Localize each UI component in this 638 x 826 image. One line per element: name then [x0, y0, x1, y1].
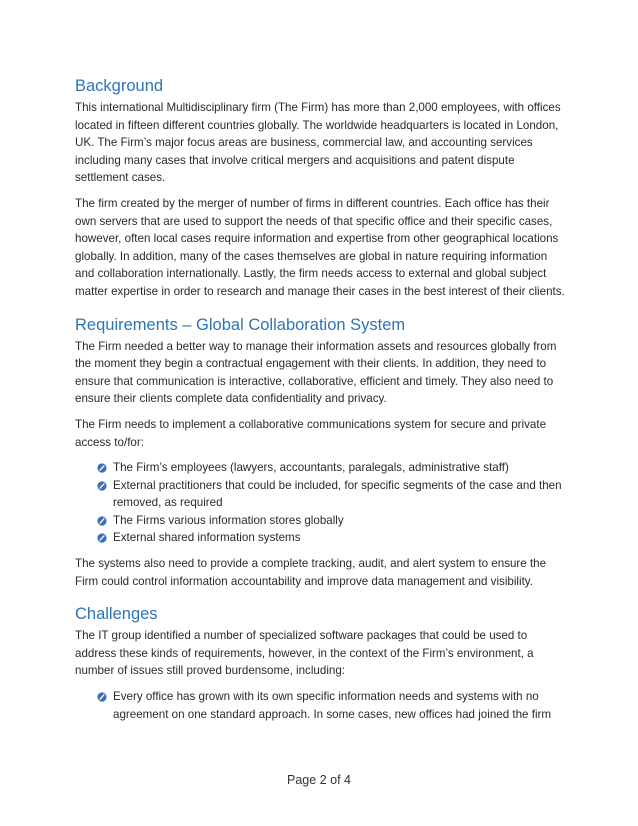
- list-item-text: Every office has grown with its own specific information needs and systems with no agreement on one standard approach. In some cases, new offices had joined the firm: [113, 690, 552, 721]
- document-page: [75, 76, 565, 731]
- list-item: [97, 459, 565, 477]
- bullet-icon: [97, 463, 107, 473]
- page-footer: [0, 773, 638, 787]
- list-item: [97, 688, 565, 723]
- list-item: [97, 477, 565, 512]
- requirements-list: [75, 459, 565, 547]
- list-item: [97, 529, 565, 547]
- footer-prefix: Page: [287, 773, 320, 787]
- list-item-text: The Firms various information stores globally: [113, 513, 344, 527]
- bullet-icon: [97, 516, 107, 526]
- footer-middle: of: [326, 773, 345, 787]
- requirements-paragraph-2: The Firm needs to implement a collaborative communications system for secure and private access to/for:: [75, 417, 547, 449]
- list-item-text: External shared information systems: [113, 531, 301, 545]
- heading-background: Background: [75, 77, 164, 95]
- footer-total-pages: 4: [344, 773, 351, 787]
- list-item: [97, 512, 565, 530]
- challenges-paragraph-1: The IT group identified a number of specialized software packages that could be used to address these kinds of requirements, however, in the context of the Firm’s environment, a number of issues still proved burdensome, including:: [75, 629, 534, 678]
- heading-challenges: Challenges: [75, 605, 158, 624]
- list-item-text: The Firm’s employees (lawyers, accountants, paralegals, administrative staff): [113, 461, 509, 475]
- bullet-icon: [97, 692, 107, 702]
- bullet-icon: [97, 533, 107, 543]
- bullet-icon: [97, 481, 107, 491]
- footer-current-page: 2: [319, 773, 327, 787]
- list-item-text: External practitioners that could be included, for specific segments of the case and then removed, as required: [113, 478, 562, 510]
- heading-requirements: Requirements – Global Collaboration System: [75, 315, 406, 334]
- background-paragraph-1: This international Multidisciplinary firm (The Firm) has more than 2,000 employees, with offices located in fifteen different countries globally. The worldwide headquarters is located in London, UK. The Firm’s major focus areas are business, commercial law, and accounting services including many cases that involve critical mergers and acquisitions and patent dispute settlement cases.: [75, 101, 561, 185]
- challenges-list: [75, 688, 565, 723]
- requirements-paragraph-3: The systems also need to provide a complete tracking, audit, and alert system to ensure the Firm could control information accountability and improve data management and visibility.: [75, 557, 547, 588]
- background-paragraph-2: The firm created by the merger of number of firms in different countries. Each office has their own servers that are used to support the needs of that specific office and their specific cases, however, often local cases require information and expertise from other geographical locations globally. In addition, many of the cases themselves are global in nature requiring information and collaboration internationally. Lastly, the firm needs access to external and global subject matter expertise in order to research and manage their cases in the best interest of their clients.: [75, 196, 565, 298]
- requirements-paragraph-1: The Firm needed a better way to manage their information assets and resources globally from the moment they begin a contractual engagement with their clients. In addition, they need to ensure that communication is interactive, collaborative, efficient and timely. They also need to ensure their clients complete data confidentiality and privacy.: [75, 339, 557, 406]
